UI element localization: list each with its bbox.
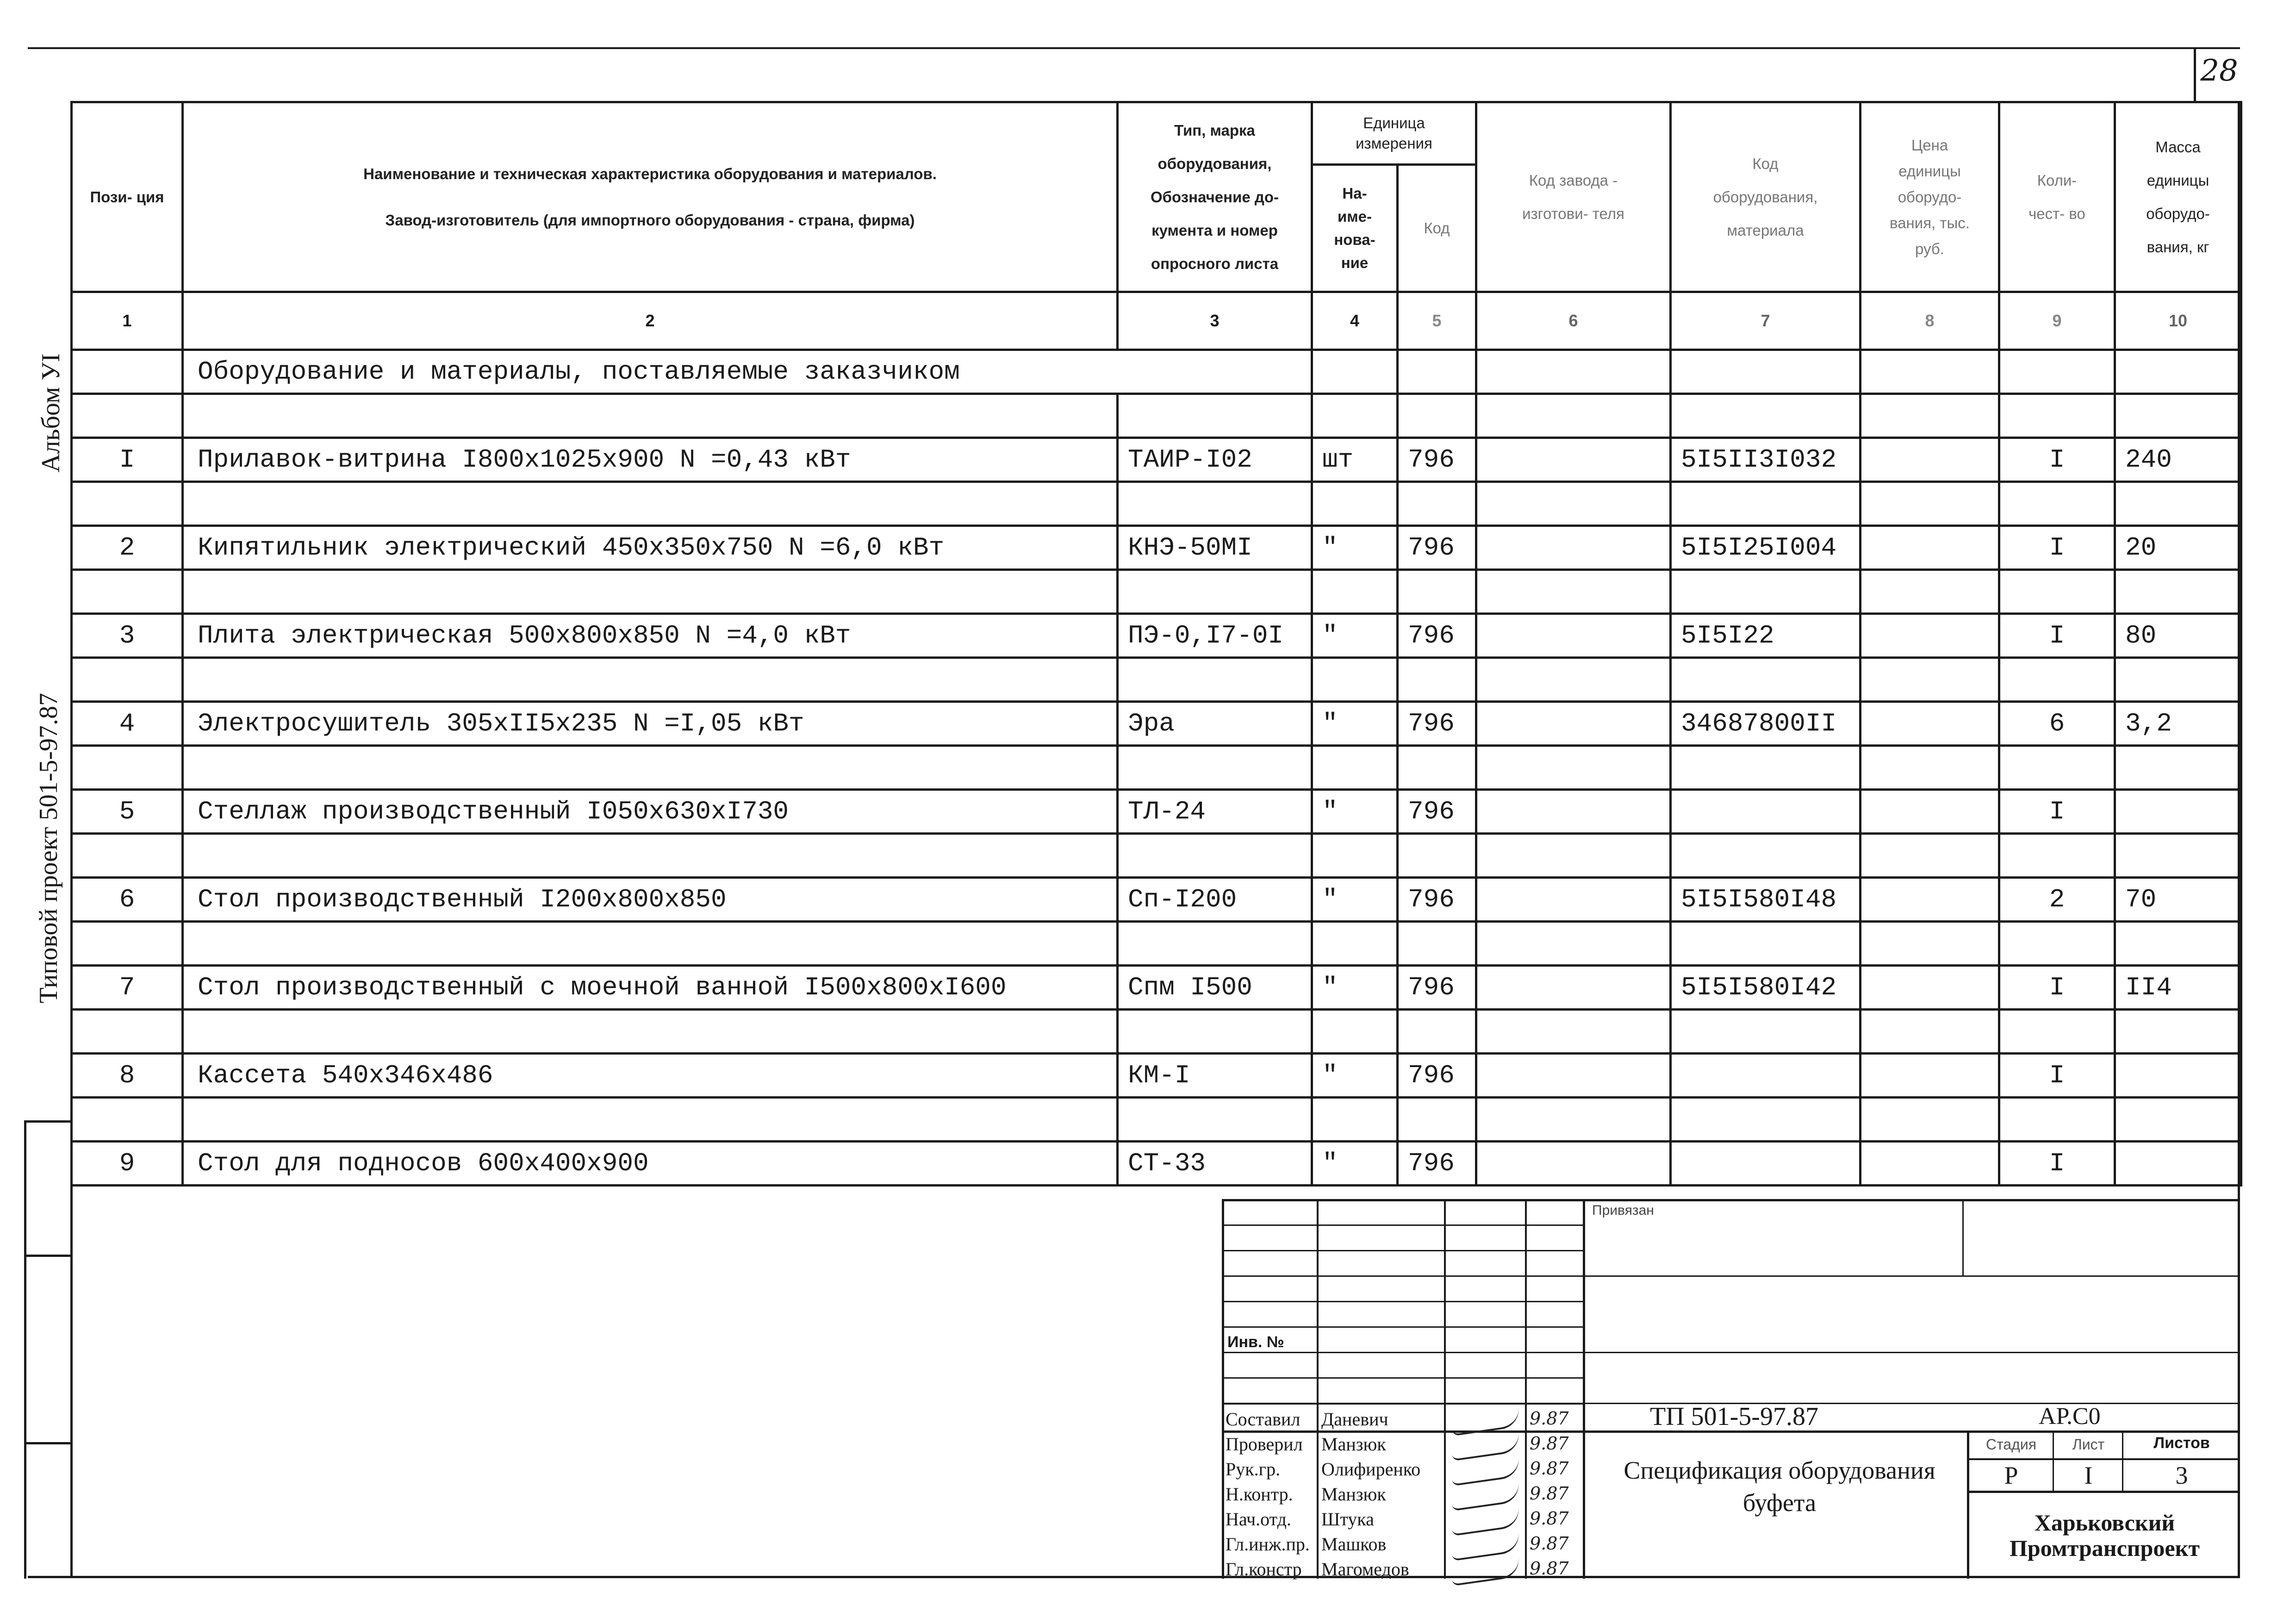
unit-code-cell: 796 bbox=[1398, 966, 1476, 1010]
quantity-cell: 2 bbox=[1999, 878, 2115, 922]
col-num-4: 4 bbox=[1312, 292, 1398, 350]
album-label: Альбом УI bbox=[37, 353, 65, 473]
col-header-factory-code: Код завода - изготови- теля bbox=[1476, 102, 1671, 292]
col-num-6: 6 bbox=[1476, 292, 1671, 350]
spacer-row bbox=[72, 1010, 2241, 1054]
unit-code-cell: 796 bbox=[1398, 438, 1476, 482]
document-code: ТП 501-5-97.87 bbox=[1650, 1402, 1818, 1431]
signer-name: Манзюк bbox=[1321, 1434, 1386, 1455]
signer-date: 9.87 bbox=[1530, 1408, 1569, 1429]
unit-code-cell: 796 bbox=[1398, 526, 1476, 570]
factory-code-cell bbox=[1476, 614, 1671, 658]
signer-name: Манзюк bbox=[1321, 1484, 1386, 1505]
unit-cell: " bbox=[1312, 966, 1398, 1010]
name-cell: Кассета 540х346х486 bbox=[183, 1054, 1118, 1098]
unit-code-cell: 796 bbox=[1398, 614, 1476, 658]
unit-code-cell: 796 bbox=[1398, 702, 1476, 746]
stage-label: Стадия bbox=[1985, 1436, 2037, 1453]
sheet-number: 28 bbox=[2200, 54, 2238, 88]
table-row bbox=[72, 966, 2241, 1010]
handwritten-signature-icon bbox=[1450, 1431, 1522, 1461]
mass-cell: 20 bbox=[2115, 526, 2241, 570]
spacer-row bbox=[72, 834, 2241, 878]
spacer-row bbox=[72, 658, 2241, 702]
factory-code-cell bbox=[1476, 1142, 1671, 1186]
handwritten-signature-icon bbox=[1450, 1481, 1522, 1511]
binding-strip-line-3 bbox=[24, 1442, 70, 1444]
col-header-quantity: Коли- чест- во bbox=[1999, 102, 2115, 292]
mass-cell: 70 bbox=[2115, 878, 2241, 922]
signer-date: 9.87 bbox=[1530, 1483, 1569, 1504]
inv-no-label: Инв. № bbox=[1227, 1333, 1284, 1351]
price-cell bbox=[1860, 526, 1999, 570]
type-cell: ПЭ-0,I7-0I bbox=[1118, 614, 1312, 658]
header-row bbox=[72, 102, 2241, 165]
signer-date: 9.87 bbox=[1530, 1458, 1569, 1479]
spacer-row bbox=[72, 394, 2241, 438]
stage-value: Р bbox=[2004, 1462, 2018, 1489]
top-rule bbox=[28, 47, 2240, 49]
col-header-position: Пози- ция bbox=[72, 102, 183, 292]
name-cell: Стол производственный с моечной ванной I500х800хI600 bbox=[183, 966, 1118, 1010]
unit-cell: " bbox=[1312, 526, 1398, 570]
position-cell: 6 bbox=[72, 878, 183, 922]
col-num-9: 9 bbox=[1999, 292, 2115, 350]
price-cell bbox=[1860, 1142, 1999, 1186]
signer-role: Составил bbox=[1226, 1409, 1300, 1430]
document-title-line-1: Спецификация оборудования bbox=[1624, 1456, 1935, 1484]
mass-cell bbox=[2115, 1142, 2241, 1186]
signer-date: 9.87 bbox=[1530, 1433, 1569, 1454]
quantity-cell: I bbox=[1999, 966, 2115, 1010]
unit-code-cell: 796 bbox=[1398, 1054, 1476, 1098]
quantity-cell: I bbox=[1999, 438, 2115, 482]
signer-name: Олифиренко bbox=[1321, 1459, 1421, 1480]
unit-cell: " bbox=[1312, 702, 1398, 746]
signer-date: 9.87 bbox=[1530, 1508, 1569, 1529]
col-header-name bbox=[183, 102, 1118, 292]
table-row bbox=[72, 614, 2241, 658]
col-num-3: 3 bbox=[1118, 292, 1312, 350]
unit-cell: " bbox=[1312, 1054, 1398, 1098]
section-title-row bbox=[72, 350, 2241, 394]
mass-cell: 80 bbox=[2115, 614, 2241, 658]
unit-cell: " bbox=[1312, 878, 1398, 922]
quantity-cell: I bbox=[1999, 526, 2115, 570]
name-cell: Прилавок-витрина I800х1025х900 N =0,43 кВт bbox=[183, 438, 1118, 482]
mass-cell: 3,2 bbox=[2115, 702, 2241, 746]
unit-code-cell: 796 bbox=[1398, 790, 1476, 834]
type-cell: СТ-33 bbox=[1118, 1142, 1312, 1186]
table-row bbox=[72, 1142, 2241, 1186]
col-num-2: 2 bbox=[183, 292, 1118, 350]
spacer-row bbox=[72, 746, 2241, 790]
type-cell: Сп-I200 bbox=[1118, 878, 1312, 922]
equipment-code-cell: 5I5I25I004 bbox=[1671, 526, 1860, 570]
unit-cell: " bbox=[1312, 614, 1398, 658]
signer-role: Рук.гр. bbox=[1226, 1459, 1281, 1480]
document-title-line-2: буфета bbox=[1742, 1489, 1817, 1517]
spacer-row bbox=[72, 482, 2241, 526]
quantity-cell: I bbox=[1999, 790, 2115, 834]
name-cell: Кипятильник электрический 450х350х750 N =6,0 кВт bbox=[183, 526, 1118, 570]
project-label: Типовой проект 501-5-97.87 bbox=[34, 693, 63, 1004]
equipment-code-cell: 5I5I22 bbox=[1671, 614, 1860, 658]
binding-strip-edge bbox=[24, 1120, 26, 1579]
sheets-value: 3 bbox=[2175, 1462, 2188, 1489]
specification-rows bbox=[72, 394, 2241, 1186]
quantity-cell: 6 bbox=[1999, 702, 2115, 746]
handwritten-signature-icon bbox=[1450, 1531, 1522, 1561]
organization-line-2: Промтранспроект bbox=[2010, 1535, 2200, 1561]
mass-cell bbox=[2115, 790, 2241, 834]
sheet-label: Лист bbox=[2072, 1436, 2105, 1453]
name-cell: Электросушитель 305хII5х235 N =I,05 кВт bbox=[183, 702, 1118, 746]
equipment-code-cell bbox=[1671, 1142, 1860, 1186]
factory-code-cell bbox=[1476, 1054, 1671, 1098]
signer-name: Штука bbox=[1321, 1509, 1374, 1530]
equipment-code-cell bbox=[1671, 790, 1860, 834]
col-num-5: 5 bbox=[1398, 292, 1476, 350]
sheet-number-box bbox=[2194, 47, 2242, 103]
table-row bbox=[72, 878, 2241, 922]
col-header-unit-code: Код bbox=[1398, 165, 1476, 292]
spacer-row bbox=[72, 1098, 2241, 1142]
price-cell bbox=[1860, 878, 1999, 922]
spacer-row bbox=[72, 922, 2241, 966]
signer-date: 9.87 bbox=[1530, 1533, 1569, 1554]
col-num-7: 7 bbox=[1671, 292, 1860, 350]
signer-date: 9.87 bbox=[1530, 1558, 1569, 1579]
position-cell: 3 bbox=[72, 614, 183, 658]
type-cell: Спм I500 bbox=[1118, 966, 1312, 1010]
signer-name: Машков bbox=[1321, 1534, 1387, 1555]
signer-name: Магомедов bbox=[1321, 1559, 1409, 1580]
signer-role: Нач.отд. bbox=[1226, 1509, 1291, 1530]
signer-role: Н.контр. bbox=[1226, 1484, 1293, 1505]
table-row bbox=[72, 438, 2241, 482]
sheets-label: Листов bbox=[2153, 1434, 2210, 1452]
organization-line-1: Харьковский bbox=[2034, 1510, 2175, 1536]
signer-role: Проверил bbox=[1226, 1434, 1303, 1455]
equipment-code-cell: 5I5I580I48 bbox=[1671, 878, 1860, 922]
quantity-cell: I bbox=[1999, 614, 2115, 658]
mass-cell: II4 bbox=[2115, 966, 2241, 1010]
factory-code-cell bbox=[1476, 438, 1671, 482]
table-row bbox=[72, 790, 2241, 834]
mass-cell: 240 bbox=[2115, 438, 2241, 482]
signer-role: Гл.констр bbox=[1226, 1559, 1302, 1580]
factory-code-cell bbox=[1476, 966, 1671, 1010]
sheet-mark: АР.С0 bbox=[2039, 1403, 2101, 1430]
handwritten-signature-icon bbox=[1450, 1506, 1522, 1536]
name-cell: Стол для подносов 600х400х900 bbox=[183, 1142, 1118, 1186]
mass-cell bbox=[2115, 1054, 2241, 1098]
table-row bbox=[72, 526, 2241, 570]
equipment-code-cell bbox=[1671, 1054, 1860, 1098]
unit-code-cell: 796 bbox=[1398, 878, 1476, 922]
col-num-8: 8 bbox=[1860, 292, 1999, 350]
name-cell: Стеллаж производственный I050х630хI730 bbox=[183, 790, 1118, 834]
col-header-unit-name: На- име- нова- ние bbox=[1312, 165, 1398, 292]
section-title: Оборудование и материалы, поставляемые заказчиком bbox=[183, 350, 1312, 394]
unit-cell: шт bbox=[1312, 438, 1398, 482]
price-cell bbox=[1860, 790, 1999, 834]
type-cell: Эра bbox=[1118, 702, 1312, 746]
unit-cell: " bbox=[1312, 790, 1398, 834]
price-cell bbox=[1860, 966, 1999, 1010]
factory-code-cell bbox=[1476, 878, 1671, 922]
price-cell bbox=[1860, 614, 1999, 658]
name-cell: Стол производственный I200х800х850 bbox=[183, 878, 1118, 922]
position-cell: 5 bbox=[72, 790, 183, 834]
sheet-value: I bbox=[2084, 1462, 2093, 1489]
equipment-code-cell: 5I5II3I032 bbox=[1671, 438, 1860, 482]
binding-strip-line-2 bbox=[24, 1255, 70, 1257]
quantity-cell: I bbox=[1999, 1142, 2115, 1186]
col-header-equipment-code: Код оборудования, материала bbox=[1671, 102, 1860, 292]
handwritten-signature-icon bbox=[1450, 1556, 1522, 1586]
factory-code-cell bbox=[1476, 702, 1671, 746]
col-header-unit-group: Единица измерения bbox=[1312, 102, 1476, 165]
col-num-1: 1 bbox=[72, 292, 183, 350]
col-num-10: 10 bbox=[2115, 292, 2241, 350]
position-cell: 7 bbox=[72, 966, 183, 1010]
type-cell: КМ-I bbox=[1118, 1054, 1312, 1098]
col-header-mass: Масса единицы оборудо- вания, кг bbox=[2115, 102, 2241, 292]
handwritten-signature-icon bbox=[1450, 1456, 1522, 1486]
factory-code-cell bbox=[1476, 790, 1671, 834]
signer-role: Гл.инж.пр. bbox=[1226, 1534, 1310, 1555]
position-cell: 2 bbox=[72, 526, 183, 570]
binding-strip-line-1 bbox=[24, 1120, 70, 1123]
unit-cell: " bbox=[1312, 1142, 1398, 1186]
position-cell: I bbox=[72, 438, 183, 482]
table-row bbox=[72, 702, 2241, 746]
col-header-name-sub: Завод-изготовитель (для импортного оборудования - страна, фирма) bbox=[385, 211, 915, 229]
price-cell bbox=[1860, 702, 1999, 746]
specification-table bbox=[70, 101, 2242, 1187]
type-cell: ТЛ-24 bbox=[1118, 790, 1312, 834]
table-row bbox=[72, 1054, 2241, 1098]
price-cell bbox=[1860, 1054, 1999, 1098]
col-header-type: Тип, марка оборудования, Обозначение до- кумента и номер опросного листа bbox=[1118, 102, 1312, 292]
privyazan-label: Привязан bbox=[1592, 1203, 1654, 1218]
column-number-row bbox=[72, 292, 2241, 350]
unit-code-cell: 796 bbox=[1398, 1142, 1476, 1186]
position-cell: 9 bbox=[72, 1142, 183, 1186]
col-header-name-main: Наименование и техническая характеристика оборудования и материалов. bbox=[363, 165, 937, 182]
equipment-code-cell: 5I5I580I42 bbox=[1671, 966, 1860, 1010]
col-header-price: Цена единицы оборудо- вания, тыс. руб. bbox=[1860, 102, 1999, 292]
quantity-cell: I bbox=[1999, 1054, 2115, 1098]
title-block bbox=[1222, 1199, 2240, 1579]
position-cell: 8 bbox=[72, 1054, 183, 1098]
spacer-row bbox=[72, 570, 2241, 614]
type-cell: КНЭ-50МI bbox=[1118, 526, 1312, 570]
position-cell: 4 bbox=[72, 702, 183, 746]
signer-name: Даневич bbox=[1321, 1409, 1388, 1430]
price-cell bbox=[1860, 438, 1999, 482]
factory-code-cell bbox=[1476, 526, 1671, 570]
name-cell: Плита электрическая 500х800х850 N =4,0 кВт bbox=[183, 614, 1118, 658]
equipment-code-cell: 34687800II bbox=[1671, 702, 1860, 746]
type-cell: ТАИР-I02 bbox=[1118, 438, 1312, 482]
